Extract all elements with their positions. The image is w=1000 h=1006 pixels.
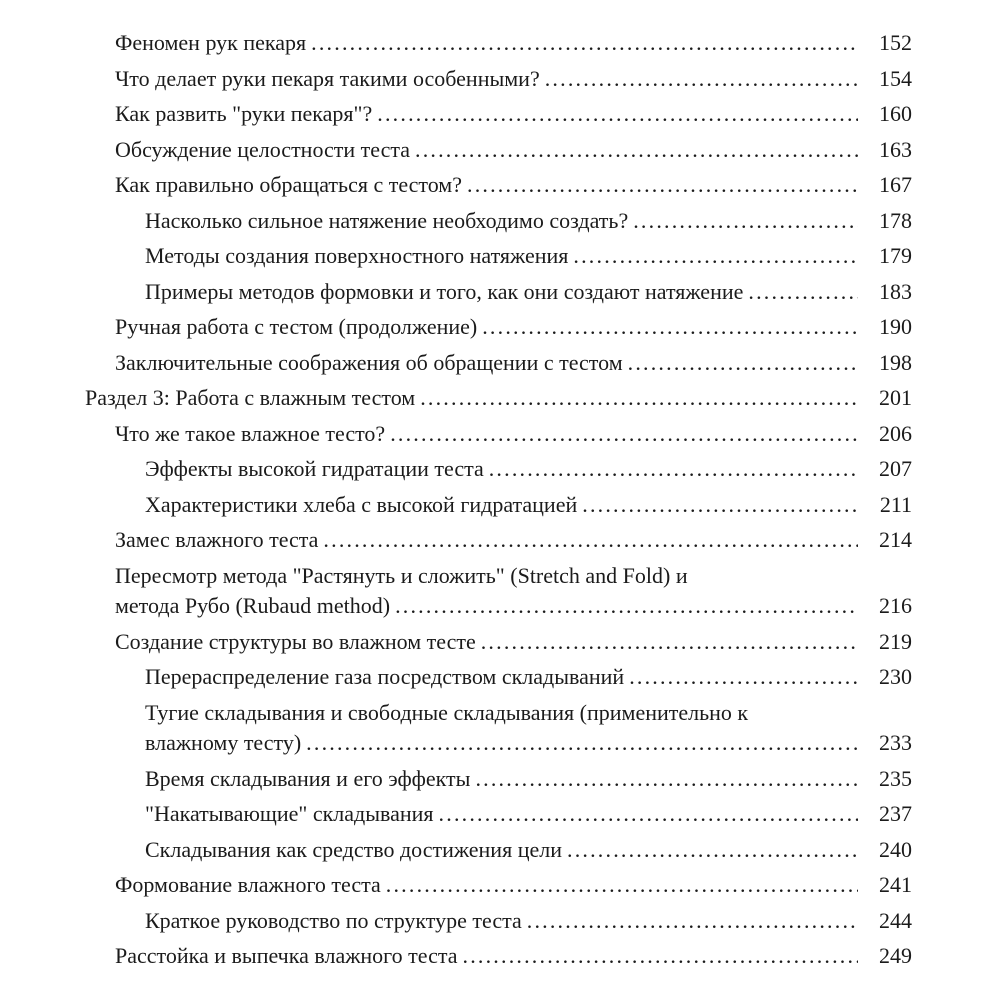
toc-entry-leader-row xyxy=(115,312,912,343)
toc-entry-title: Как правильно обращаться с тестом? xyxy=(115,172,462,197)
toc-entry xyxy=(85,627,912,658)
toc-entry-leader-row xyxy=(145,728,912,759)
toc-entry-title: Обсуждение целостности теста xyxy=(115,136,410,162)
toc-entry-leader-row xyxy=(115,941,912,972)
page-number: 241 xyxy=(879,872,912,897)
dot-leader xyxy=(633,206,858,237)
toc-entry-leader-row xyxy=(145,241,912,272)
dot-leader xyxy=(489,454,858,485)
dot-leader xyxy=(628,348,858,379)
toc-entry-text-line: Тугие складывания и свободные складывания (применительно к xyxy=(145,699,749,725)
toc-entry-title: метода Рубо (Rubaud method) xyxy=(115,593,391,618)
toc-entry-title: Эффекты высокой гидратации теста xyxy=(145,456,484,481)
dot-leader xyxy=(527,906,858,937)
toc-entry xyxy=(85,135,912,166)
toc-entry-text-line: Пересмотр метода "Растянуть и сложить" (Stretch and Fold) и xyxy=(115,562,688,588)
toc-entry xyxy=(85,870,912,901)
page-number: 249 xyxy=(879,943,912,968)
toc-entry-leader-row xyxy=(115,627,912,658)
page-number: 190 xyxy=(879,314,912,339)
toc-entry-title: Феномен рук пекаря xyxy=(115,30,307,55)
toc-entry xyxy=(85,206,912,237)
toc-entry xyxy=(85,835,912,866)
toc-entry-leader-row xyxy=(145,277,912,308)
toc-entry xyxy=(85,170,912,201)
toc-entry-leader-row xyxy=(85,383,912,414)
page-number: 206 xyxy=(879,420,912,446)
toc-entry-title: Создание структуры во влажном тесте xyxy=(115,628,476,654)
toc-entry-leader-row xyxy=(115,170,912,201)
toc-entry-title: влажному тесту) xyxy=(145,730,302,755)
toc-entry xyxy=(85,99,912,130)
toc-entry xyxy=(85,941,912,972)
page-number: 154 xyxy=(879,65,912,91)
dot-leader xyxy=(573,241,858,272)
toc-entry xyxy=(85,698,912,759)
dot-leader xyxy=(748,277,858,308)
toc-entry-title: Замес влажного теста xyxy=(115,527,319,552)
toc-entry-leader-row xyxy=(115,870,912,901)
toc-entry-leader-row xyxy=(115,419,912,450)
page-number: 216 xyxy=(879,593,912,618)
dot-leader xyxy=(567,835,858,866)
toc-entry-leader-row xyxy=(115,525,912,556)
page-number: 207 xyxy=(879,456,912,481)
page-number: 167 xyxy=(879,172,912,197)
toc-entry-leader-row xyxy=(145,764,912,795)
page-number: 211 xyxy=(879,491,912,517)
page-number: 198 xyxy=(879,349,912,375)
toc-entry-title: Методы создания поверхностного натяжения xyxy=(145,243,569,268)
toc-entry-title: Формование влажного теста xyxy=(115,872,381,897)
page-number: 244 xyxy=(879,907,912,933)
toc-entry xyxy=(85,490,912,521)
toc-entry-leader-row xyxy=(115,64,912,95)
page-number: 233 xyxy=(879,730,912,755)
toc-entry-title: Что делает руки пекаря такими особенными? xyxy=(115,65,540,91)
dot-leader xyxy=(439,799,858,830)
toc-entry-leader-row xyxy=(145,906,912,937)
page-number: 201 xyxy=(879,385,912,410)
toc-entry xyxy=(85,454,912,485)
page-number: 240 xyxy=(879,836,912,862)
toc-entry-leader-row xyxy=(115,99,912,130)
page-number: 235 xyxy=(879,765,912,791)
page-number: 152 xyxy=(879,30,912,55)
toc-entry xyxy=(85,348,912,379)
toc-entry-title: Расстойка и выпечка влажного теста xyxy=(115,943,458,968)
toc-entry-title: Краткое руководство по структуре теста xyxy=(145,907,522,933)
toc-entry xyxy=(85,662,912,693)
toc-entry-leader-row xyxy=(145,490,912,521)
toc-entry-leader-row xyxy=(145,799,912,830)
dot-leader xyxy=(475,764,858,795)
page-number: 163 xyxy=(879,136,912,162)
dot-leader xyxy=(582,490,858,521)
dot-leader xyxy=(386,870,858,901)
dot-leader xyxy=(463,941,859,972)
toc-entry-leader-row xyxy=(145,454,912,485)
toc-entry xyxy=(85,906,912,937)
toc-entry-leader-row xyxy=(115,135,912,166)
toc-entry-title: "Накатывающие" складывания xyxy=(145,801,434,826)
dot-leader xyxy=(390,419,858,450)
toc-entry-title: Перераспределение газа посредством складываний xyxy=(145,664,625,689)
dot-leader xyxy=(323,525,858,556)
toc-entry-leader-row xyxy=(145,835,912,866)
toc-entry xyxy=(85,28,912,59)
toc-entry-title: Раздел 3: Работа с влажным тестом xyxy=(85,385,416,410)
toc-entry xyxy=(85,312,912,343)
toc-entry-title: Ручная работа с тестом (продолжение) xyxy=(115,314,478,339)
toc-entry xyxy=(85,799,912,830)
dot-leader xyxy=(481,627,858,658)
toc-entry-title: Заключительные соображения об обращении с тестом xyxy=(115,349,623,375)
page-number: 214 xyxy=(879,527,912,552)
toc-entry-title: Складывания как средство достижения цели xyxy=(145,836,562,862)
dot-leader xyxy=(629,662,858,693)
toc-entry xyxy=(85,764,912,795)
toc-entry-leader-row xyxy=(145,206,912,237)
toc-entry xyxy=(85,277,912,308)
dot-leader xyxy=(311,28,858,59)
toc-entry xyxy=(85,561,912,622)
toc-entry xyxy=(85,383,912,414)
toc-entry-title: Примеры методов формовки и того, как они создают натяжение xyxy=(145,278,744,304)
page-number: 160 xyxy=(879,101,912,126)
dot-leader xyxy=(545,64,858,95)
dot-leader xyxy=(395,591,858,622)
dot-leader xyxy=(467,170,858,201)
toc-entry-leader-row xyxy=(115,28,912,59)
toc-entry xyxy=(85,525,912,556)
dot-leader xyxy=(420,383,858,414)
toc-entry-leader-row xyxy=(115,348,912,379)
toc-entry-title: Насколько сильное натяжение необходимо создать? xyxy=(145,207,629,233)
dot-leader xyxy=(415,135,858,166)
toc-entry-title: Характеристики хлеба с высокой гидратацией xyxy=(145,491,578,517)
page-number: 237 xyxy=(879,801,912,826)
page-number: 178 xyxy=(879,207,912,233)
toc-entry xyxy=(85,64,912,95)
page-number: 179 xyxy=(879,243,912,268)
toc-entry-title: Что же такое влажное тесто? xyxy=(115,420,386,446)
toc-entry-leader-row xyxy=(145,662,912,693)
page-number: 183 xyxy=(879,278,912,304)
page-number: 219 xyxy=(879,628,912,654)
dot-leader xyxy=(482,312,858,343)
dot-leader xyxy=(377,99,858,130)
table-of-contents xyxy=(85,28,912,972)
toc-entry-title: Как развить "руки пекаря"? xyxy=(115,101,373,126)
toc-entry-leader-row xyxy=(115,591,912,622)
page-number: 230 xyxy=(879,664,912,689)
toc-entry xyxy=(85,241,912,272)
toc-entry-title: Время складывания и его эффекты xyxy=(145,765,471,791)
toc-entry xyxy=(85,419,912,450)
dot-leader xyxy=(306,728,858,759)
